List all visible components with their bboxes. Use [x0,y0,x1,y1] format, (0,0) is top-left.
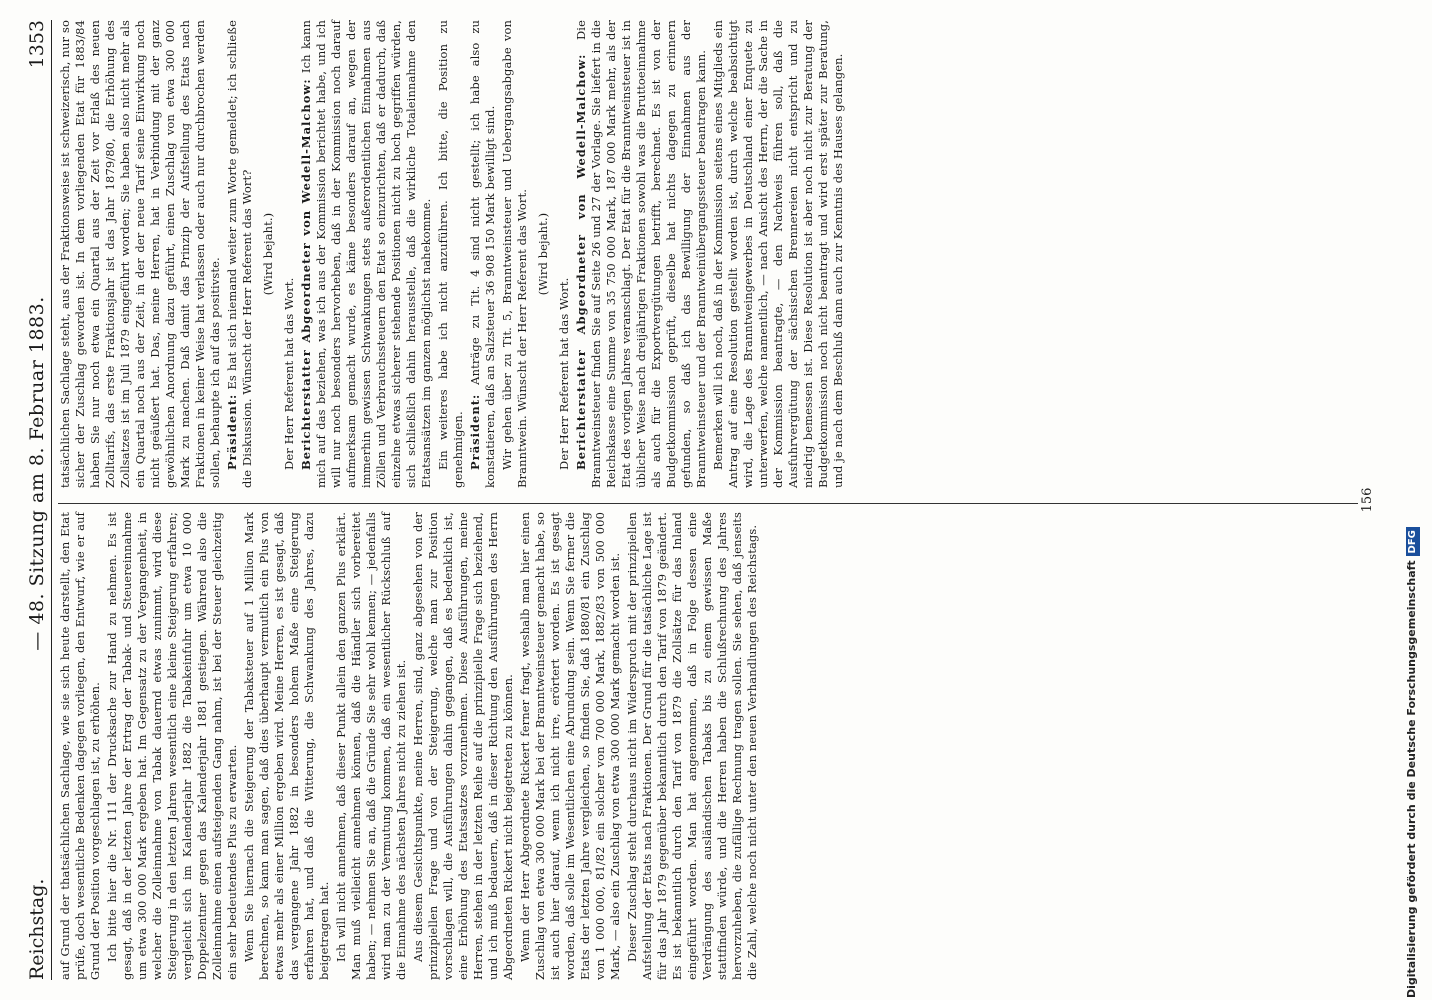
header-page-number: 1353 [26,20,48,69]
paragraph: auf Grund der thatsächlichen Sachlage, wie sie sich heute darstellt, den Etat prüfe, doch wesentliche Bedenken dagegen vorliegen, den Entwurf, wie er auf Grund der Position vorgeschlagen ist, zu erhöhen. [58,512,102,980]
speech-paragraph [468,20,498,488]
dfg-logo: DFG [1406,527,1420,556]
paragraph: Der Herr Referent hat das Wort. [557,277,571,470]
header-center: — 48. Sitzung am 8. Februar 1883. [26,296,48,651]
speech-paragraph [574,20,709,488]
paragraph: Ein weiteres habe ich nicht anzuführen. Ich bitte, die Position zu genehmigen. [436,20,465,488]
speaker-label: Präsident: [468,393,482,470]
dfg-watermark [1402,8,1422,998]
footer-page-number: 156 [1360,487,1375,513]
speaker-label: Berichterstatter Abgeordneter von Wedell-Malchow: [574,53,588,470]
page-header [18,20,52,980]
speech-text: Die Branntweinsteuer finden Sie auf Seite 26 und 27 der Vorlage. Sie liefert in die Reichskasse eine Summe von 35 750 000 Mark, 187 000 Mark mehr, als der Etat des vorigen Jahres veranschlagt. Der Etat für die Branntweinsteuer ist in üblicher Weise nach dreijährigen Fraktionen sowohl was die Bruttoeinnahme als auch für die Exportvergütungen betrifft, berechnet. Es ist von der Budgetkommission geprüft, dieselbe hat nichts dagegen zu erinnern gefunden, so daß ich das Bewilligung der Einnahmen aus der Branntweinsteuer und der Branntweinübergangssteuer beantragen kann. [574,20,708,488]
speaker-label: Präsident: [225,393,239,470]
paragraph: Aus diesem Gesichtspunkte, meine Herren, sind, ganz abgesehen von der prinzipiellen Frage und von der Steigerung, welche man zur Position vorschlagen will, die Ausführungen dahin gegangen, daß es bedenklich ist, eine Erhöhung des Etatssatzes vorzunehmen. Diese Ausführungen, meine Herren, stehen in der letzten Reihe auf die prinzipielle Frage sich beziehend, und ich muß bedauern, daß in dieser Richtung den Ausführungen des Herrn Abgeordneten Rickert nicht beigetreten zu können. [411,512,515,980]
left-column [58,512,762,980]
speech-paragraph [225,20,255,488]
column-divider [58,503,1358,504]
dfg-watermark-text [1402,8,1422,998]
speech-text: Ich kann mich auf das beziehen, was ich aus der Kommission berichtet habe, und ich will nur noch besonders hervorheben, daß in der Kommission noch darauf aufmerksam gemacht wurde, es käme besonders darauf an, wegen der immerhin gewissen Schwankungen stets außerordentlichen Einnahmen aus Zöllen und Verbrauchssteuern den Etat so einzurichten, daß er dadurch, daß einzelne etwas sicherer stehende Positionen nicht zu hoch gegriffen würden, sich schließlich dahin herausstelle, daß die wirkliche Totaleinnahme den Etatsansätzen im ganzen möglichst nahekomme. [299,20,433,488]
speaker-label: Berichterstatter Abgeordneter von Wedell-Malchow: [299,78,313,470]
paragraph: tatsächlichen Sachlage steht, aus der Fraktionsweise ist schweizerisch, nur so sicher der Zuschlag geworden ist. In dem vorliegenden Etat für 1883/84 haben Sie nur noch etwa ein Quartal aus der Zeit vor Erlaß des neuen Zolltarifs, das erste Fraktionsjahr ist das Jahr 1879/80, die Erhöhung des Zollsatzes ist im Juli 1879 eingeführt worden; Sie haben also nicht mehr als ein Quartal noch aus der Zeit, in der der neue Tarif seine Einwirkung noch nicht geäußert hat. Das, meine Herren, hat in Verbindung mit der ganz gewöhnlichen Anordnung dazu geführt, einen Zuschlag von etwa 300 000 Mark zu machen. Daß damit das Prinzip der Aufstellung des Etats nach Fraktionen in keiner Weise hat verlassen oder auch nur durchbrochen werden sollen, behaupte ich auf das positivste. [58,20,222,488]
stage-direction: (Wird bejaht.) [536,212,550,296]
paragraph: Dieser Zuschlag steht durchaus nicht im Widerspruch mit der prinzipiellen Aufstellung der Etats nach Fraktionen. Der Grund für die tatsächliche Lage ist für das Jahr 1879 gegenüber bekanntlich durch den Tarif von 1879 geändert. Es ist bekanntlich durch den Tarif von 1879 die Zollsätze für das Inland eingeführt worden. Man hat angenommen, daß in Folge dessen eine Verdrängung des ausländischen Tabaks bis zu einem gewissen Maße stattfinden würde, und die Herren haben die Schlußrechnung des Jahres hervorzuheben, die zufällige Rechnung tragen sollen. Sie sehen, daß jenseits die Zahl, welche noch nicht unter den neuen Verhandlungen des Reichstags. [625,512,759,980]
paragraph: Wenn Sie hiernach die Steigerung der Tabaksteuer auf 1 Million Mark berechnen, so kann man sagen, daß dies überhaupt vermutlich ein Plus von etwas mehr als einer Million ergeben wird. Meine Herren, es ist gesagt, daß das vergangene Jahr 1882 in besonders hohem Maße eine Steigerung erfahren hat, und daß die Witterung, die Schwankung des Jahres, dazu beigetragen hat. [242,512,331,980]
paragraph: Wenn der Herr Abgeordnete Rickert ferner fragt, weshalb man hier einen Zuschlag von etwa 300 000 Mark bei der Branntweinsteuer gemacht habe, so ist auch hier darauf, wenn ich nicht irre, erörtert worden. Es ist gesagt worden, daß solle im Wesentlichen eine Abrundung sein. Wenn Sie ferner die Etats der letzten Jahre vergleichen, so finden Sie, daß 1880/81 ein Zuschlag von 1 000 000, 81/82 ein solcher von 700 000 Mark, 1882/83 von 500 000 Mark, — also ein Zuschlag von etwa 300 000 Mark gemacht worden ist. [518,512,622,980]
paragraph: Bemerken will ich noch, daß in der Kommission seitens eines Mitglieds ein Antrag auf eine Resolution gestellt worden ist, durch welche beabsichtigt wird, die Lage des Branntweingewerbes in Deutschland einer Enquete zu unterwerfen, welche namentlich, — nach Ansicht des Herrn, der die Sache in der Kommission beantragte, — den Nachweis führen soll, daß die Ausfuhrvergütung der sächsischen Brennereien nicht entspricht und zu niedrig bemessen ist. Diese Resolution ist aber noch nicht zur Beratung der Budgetkommission noch nicht beantragt und wird erst später zur Beratung, und je nach dem Beschluß dann auch zur Kenntnis des Hauses gelangen. [711,20,845,488]
dfg-watermark-label: Digitalisierung gefördert durch die Deutsche Forschungsgemeinschaft [1405,560,1418,998]
paragraph: Ich bitte hier die Nr. 111 der Drucksache zur Hand zu nehmen. Es ist gesagt, daß in der letzten Jahre der Ertrag der Tabak- und Steuereinnahme um etwa 300 000 Mark ergeben hat. Im Gegensatz zu der Vergangenheit, in welcher die Zolleinnahme von Tabak dauernd etwas zunimmt, wird diese Steigerung in den letzten Jahren wesentlich eine kleine Steigerung erfahren; vergleicht sich im Kalenderjahr 1882 die Tabakeinfuhr um etwa 10 000 Doppelzentner gegen das Kalenderjahr 1881 gestiegen. Während also die Zolleinnahme einen aufsteigenden Gang nahm, ist bei der Steuer gleichzeitig ein sehr bedeutendes Plus zu erwarten. [105,512,239,980]
paragraph: Der Herr Referent hat das Wort. [282,277,296,470]
right-column [58,20,848,488]
stage-direction: (Wird bejaht.) [261,212,275,296]
speech-text: Es hat sich niemand weiter zum Worte gemeldet; ich schließe die Diskussion. Wünscht der Herr Referent das Wort? [225,20,254,488]
speech-text: Anträge zu Tit. 4 sind nicht gestellt; ich habe also zu konstatieren, daß an Salzsteuer 36 908 150 Mark bewilligt sind. [468,20,497,488]
paragraph: Ich will nicht annehmen, daß dieser Punkt allein den ganzen Plus erklärt. Man muß vielleicht annehmen können, daß die Händler sich vorbereitet haben; — nehmen Sie an, daß die Gründe Sie sehr wohl kennen; — jedenfalls wird man zu der Vermutung kommen, daß ein wesentlicher Rückschluß auf die Einnahme des nächsten Jahres nicht zu ziehen ist. [334,512,408,980]
paragraph: Wir gehen über zu Tit. 5, Branntweinsteuer und Uebergangsabgabe von Branntwein. Wünscht der Herr Referent das Wort. [500,20,529,488]
speech-paragraph [299,20,434,488]
header-left: Reichstag. [26,878,48,980]
